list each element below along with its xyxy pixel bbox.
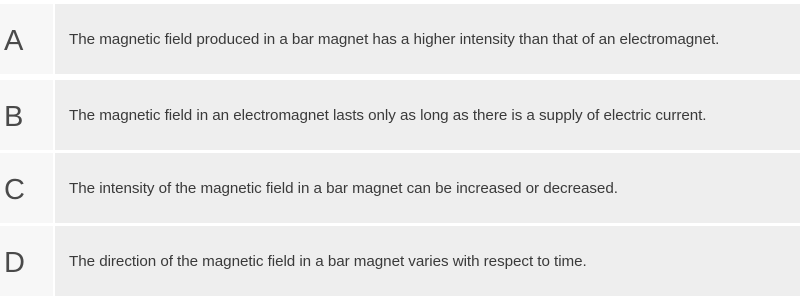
option-text: The magnetic field produced in a bar magnet has a higher intensity than that of an electromagnet. [69,30,720,48]
option-letter: A [4,24,24,57]
answer-option-d[interactable] [0,226,800,296]
option-text-box [55,153,800,223]
option-letter-box [0,153,53,223]
option-letter-box [0,4,53,74]
option-text: The magnetic field in an electromagnet lasts only as long as there is a supply of electric current. [69,106,707,124]
option-letter-box [0,80,53,150]
answer-option-a[interactable] [0,4,800,74]
option-text: The direction of the magnetic field in a bar magnet varies with respect to time. [69,252,587,270]
option-text-box [55,226,800,296]
option-letter: D [4,246,25,279]
option-text-box [55,4,800,74]
option-text: The intensity of the magnetic field in a bar magnet can be increased or decreased. [69,179,618,197]
option-letter-box [0,226,53,296]
option-text-box [55,80,800,150]
answer-option-b[interactable] [0,80,800,150]
option-letter: B [4,100,24,133]
option-letter: C [4,173,25,206]
answer-option-c[interactable] [0,153,800,223]
